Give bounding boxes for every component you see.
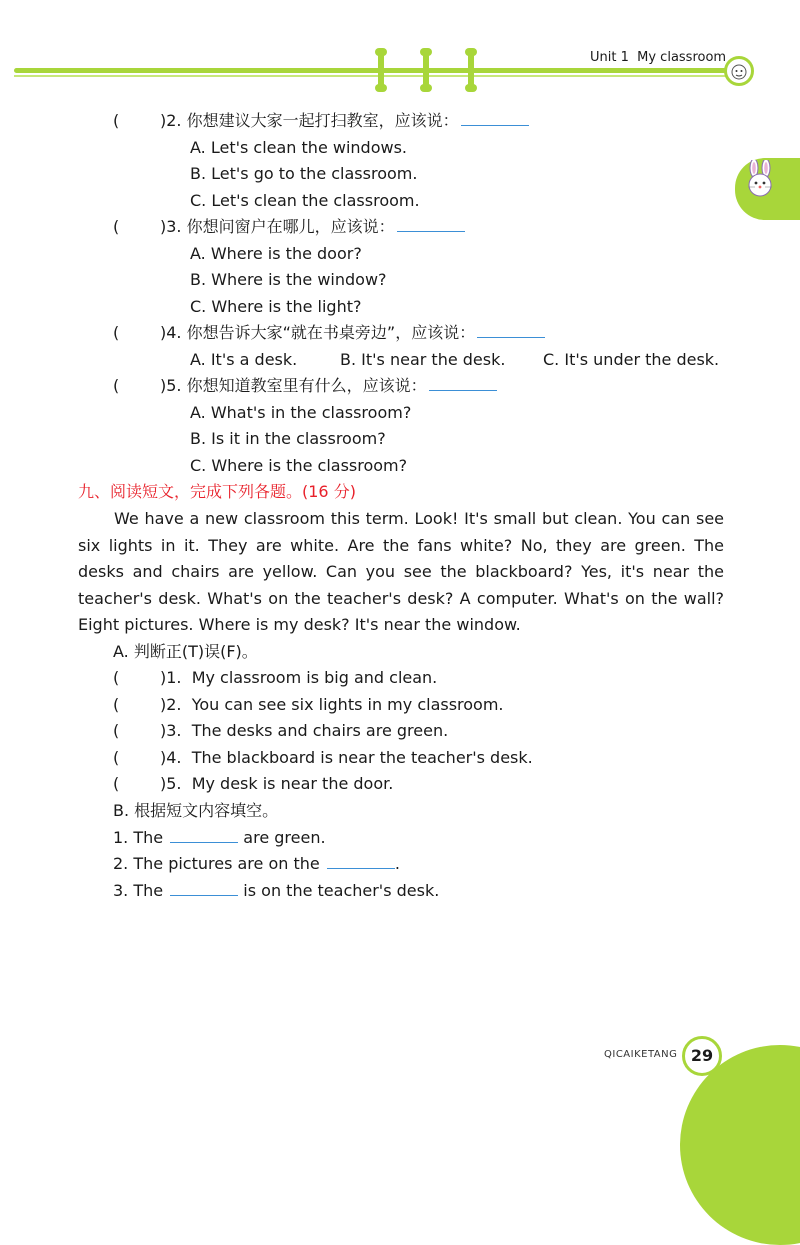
answer-bracket: ( (113, 774, 120, 793)
part-a-title: A. 判断正(T)误(F)。 (113, 642, 258, 661)
answer-bracket: ( (113, 721, 120, 740)
tf-number: )3. (160, 721, 182, 740)
tf-number: )4. (160, 748, 182, 767)
answer-bracket: ( (113, 376, 120, 395)
section-title: 九、阅读短文，完成下列各题。(16 分) (78, 482, 356, 501)
option-b: B. It's near the desk. (340, 350, 506, 369)
unit-label: Unit 1 (590, 50, 629, 65)
question-text: 你想知道教室里有什么，应该说： (186, 376, 427, 395)
tf-number: )2. (160, 695, 182, 714)
tf-item (160, 748, 533, 768)
answer-blank[interactable] (477, 323, 545, 338)
option-b: B. Where is the window? (190, 270, 387, 289)
tf-item (160, 721, 448, 741)
fill-item (113, 854, 400, 874)
question-text: 你想问窗户在哪儿，应该说： (186, 217, 395, 236)
tf-statement: You can see six lights in my classroom. (191, 695, 504, 714)
tf-item (160, 774, 393, 794)
fill-blank[interactable] (170, 881, 238, 896)
unit-name: My classroom (637, 50, 727, 65)
question-prompt (160, 323, 545, 343)
option-a: A. Let's clean the windows. (190, 138, 407, 157)
mascot-face-icon (727, 59, 751, 83)
bunny-icon (740, 160, 780, 200)
part-b-title: B. 根据短文内容填空。 (113, 801, 279, 820)
tf-statement: The desks and chairs are green. (191, 721, 449, 740)
option-c: C. Where is the classroom? (190, 456, 408, 475)
page-number: 29 (682, 1036, 722, 1076)
header-pin-icon (378, 52, 384, 88)
fill-post: . (394, 854, 400, 873)
question-number: )4. (160, 323, 182, 342)
fill-post: is on the teacher's desk. (243, 881, 440, 900)
mascot-logo-icon (724, 56, 754, 86)
fill-post: are green. (243, 828, 326, 847)
header-bar-underline (14, 75, 734, 77)
tf-item (160, 695, 504, 715)
answer-bracket: ( (113, 695, 120, 714)
tf-number: )1. (160, 668, 182, 687)
question-number: )2. (160, 111, 182, 130)
fill-item (113, 828, 326, 848)
question-number: )3. (160, 217, 182, 236)
header-pin-icon (423, 52, 429, 88)
fill-pre: 2. The pictures are on the (113, 854, 320, 873)
reading-passage: We have a new classroom this term. Look! It's small but clean. You can see six lights in it. They are white. Are the fans white? No, they are green. The desks and chairs are yellow. Can you see the blackboard? Yes, it's near the teacher's desk. What's on the teacher's desk? A computer. What's on the wall? Eight pictures. Where is my desk? It's near the window. (78, 509, 724, 634)
option-a: A. It's a desk. (190, 350, 298, 369)
question-prompt (160, 376, 497, 396)
answer-blank[interactable] (461, 111, 529, 126)
question-prompt (160, 111, 529, 131)
answer-bracket: ( (113, 111, 120, 130)
option-c: C. Let's clean the classroom. (190, 191, 420, 210)
question-text: 你想建议大家一起打扫教室，应该说： (186, 111, 459, 130)
question-text: 你想告诉大家“就在书桌旁边”，应该说： (186, 323, 476, 342)
header-bar (14, 68, 734, 73)
tf-statement: My classroom is big and clean. (191, 668, 438, 687)
tf-statement: The blackboard is near the teacher's desk. (191, 748, 533, 767)
question-number: )5. (160, 376, 182, 395)
header-pin-icon (468, 52, 474, 88)
tf-number: )5. (160, 774, 182, 793)
question-prompt (160, 217, 465, 237)
option-a: A. Where is the door? (190, 244, 362, 263)
fill-pre: 1. The (113, 828, 164, 847)
answer-bracket: ( (113, 323, 120, 342)
option-a: A. What's in the classroom? (190, 403, 412, 422)
tf-item (160, 668, 437, 688)
fill-item (113, 881, 439, 901)
fill-blank[interactable] (327, 854, 395, 869)
answer-blank[interactable] (429, 376, 497, 391)
option-b: B. Is it in the classroom? (190, 429, 386, 448)
answer-blank[interactable] (397, 217, 465, 232)
option-c: C. It's under the desk. (543, 350, 720, 369)
answer-bracket: ( (113, 217, 120, 236)
option-b: B. Let's go to the classroom. (190, 164, 418, 183)
answer-bracket: ( (113, 668, 120, 687)
fill-blank[interactable] (170, 828, 238, 843)
answer-bracket: ( (113, 748, 120, 767)
fill-pre: 3. The (113, 881, 164, 900)
unit-title (590, 50, 726, 66)
tf-statement: My desk is near the door. (191, 774, 394, 793)
option-c: C. Where is the light? (190, 297, 362, 316)
brand-label: QICAIKETANG (604, 1049, 678, 1060)
